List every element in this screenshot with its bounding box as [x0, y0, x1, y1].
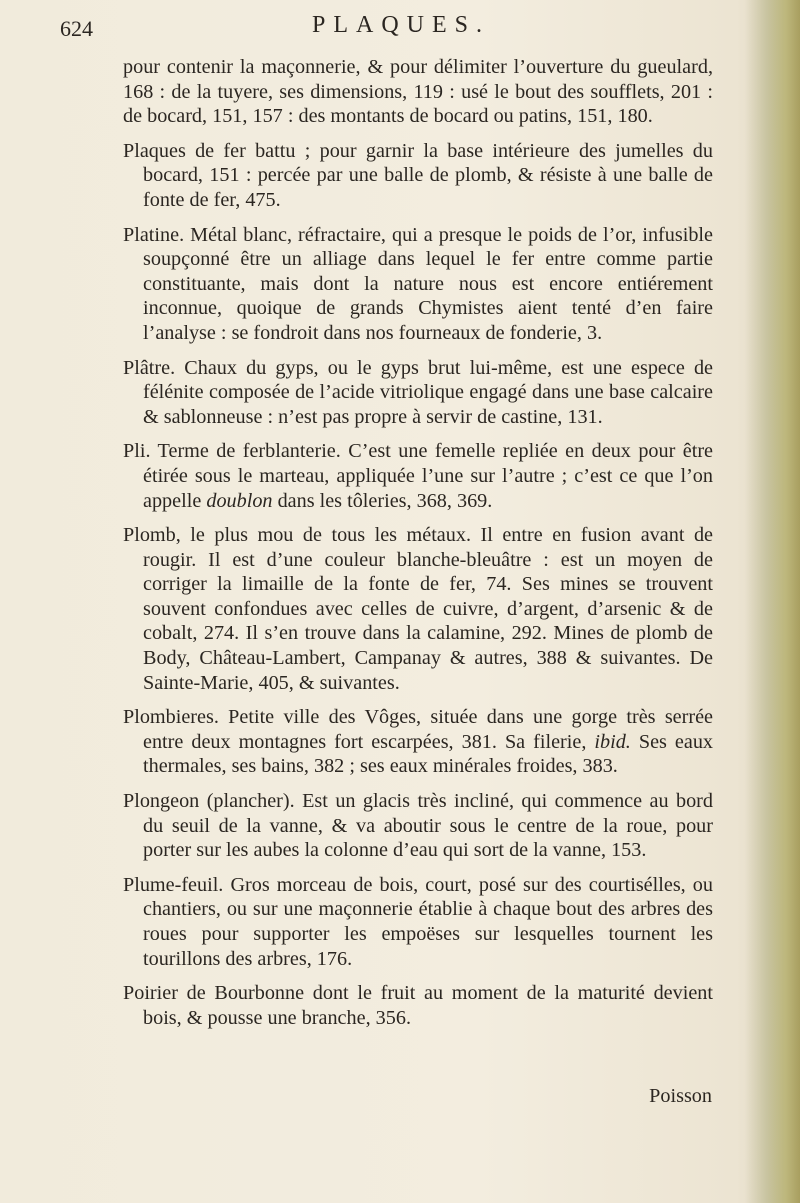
index-entry	[123, 981, 713, 1030]
entry-text: Plume-feuil. Gros morceau de bois, court, posé sur des courtisélles, ou chantiers, ou sur une maçonnerie établie à chaque bout des arbres des roues pour supporter les empoëses sur lesquelles tournent les tourillons des arbres, 176.	[123, 873, 713, 970]
entry-text: Platine. Métal blanc, réfractaire, qui a presque le poids de l’or, infusible soupçonné être un alliage dans lequel le fer entre comme partie constituante, mais dont la nature nous est encore entiérement inconnue, quoique de grands Chymistes aient tenté d’en faire l’analyse : se fondroit dans nos fourneaux de fonderie, 3.	[123, 223, 713, 344]
index-entry	[123, 223, 713, 346]
entry-italic-term: ibid.	[594, 730, 631, 753]
entry-text: dans les tôleries, 368, 369.	[272, 489, 493, 512]
index-entry	[123, 439, 713, 513]
page-edge-shadow	[745, 0, 800, 1203]
entry-text: pour contenir la maçonnerie, & pour délimiter l’ouverture du gueulard, 168 : de la tuyere, ses dimensions, 119 : usé le bout des soufflets, 201 : de bocard, 151, 157 : des montants de bocard ou patins, 151, 180.	[123, 56, 713, 128]
index-entry	[123, 705, 713, 779]
entry-text: Plomb, le plus mou de tous les métaux. Il entre en fusion avant de rougir. Il est d’une couleur blanche-bleuâtre : est un moyen de corriger la limaille de la fonte de fer, 74. Ses mines se trouvent souvent confondues avec celles de cuivre, d’argent, d’arsenic & de cobalt, 274. Il s’en trouve dans la calamine, 292. Mines de plomb de Body, Château-Lambert, Campanay & autres, 388 & suivantes. De Sainte-Marie, 405, & suivantes.	[123, 524, 713, 694]
entry-text: Poirier de Bourbonne dont le fruit au moment de la maturité devient bois, & pousse une branche, 356.	[123, 982, 713, 1029]
index-entry	[123, 356, 713, 430]
index-entry	[123, 789, 713, 863]
page-header	[60, 12, 740, 52]
index-entry	[123, 139, 713, 213]
catchword: Poisson	[649, 1085, 712, 1107]
index-entry	[123, 55, 713, 129]
entry-italic-term: doublon	[206, 489, 273, 512]
index-entry	[123, 873, 713, 971]
running-head: PLAQUES.	[312, 12, 491, 38]
entry-text: Ses eaux thermales, ses bains, 382 ; ses eaux minérales froides, 383.	[143, 730, 714, 778]
entry-text: Plombieres. Petite ville des Vôges, située dans une gorge très serrée entre deux montagnes fort escarpées, 381. Sa filerie,	[123, 706, 713, 753]
entry-text: Pli. Terme de ferblanterie. C’est une femelle repliée en deux pour être étirée sous le marteau, appliquée l’une sur l’autre ; c’est ce que l’on appelle	[123, 440, 713, 512]
index-entry	[123, 523, 713, 695]
page-number: 624	[60, 16, 93, 41]
index-text	[123, 55, 713, 1040]
entry-text: Plongeon (plancher). Est un glacis très incliné, qui commence au bord du seuil de la vanne, & va aboutir sous le centre de la roue, pour porter sur les aubes la colonne d’eau qui sort de la vanne, 153.	[123, 790, 713, 862]
entry-text: Plaques de fer battu ; pour garnir la base intérieure des jumelles du bocard, 151 : percée par une balle de plomb, & résiste à une balle de fonte de fer, 475.	[123, 139, 713, 211]
entry-text: Plâtre. Chaux du gyps, ou le gyps brut lui-même, est une espece de félénite composée de l’acide vitriolique engagé dans une base calcaire & sablonneuse : n’est pas propre à servir de castine, 131.	[123, 356, 713, 428]
